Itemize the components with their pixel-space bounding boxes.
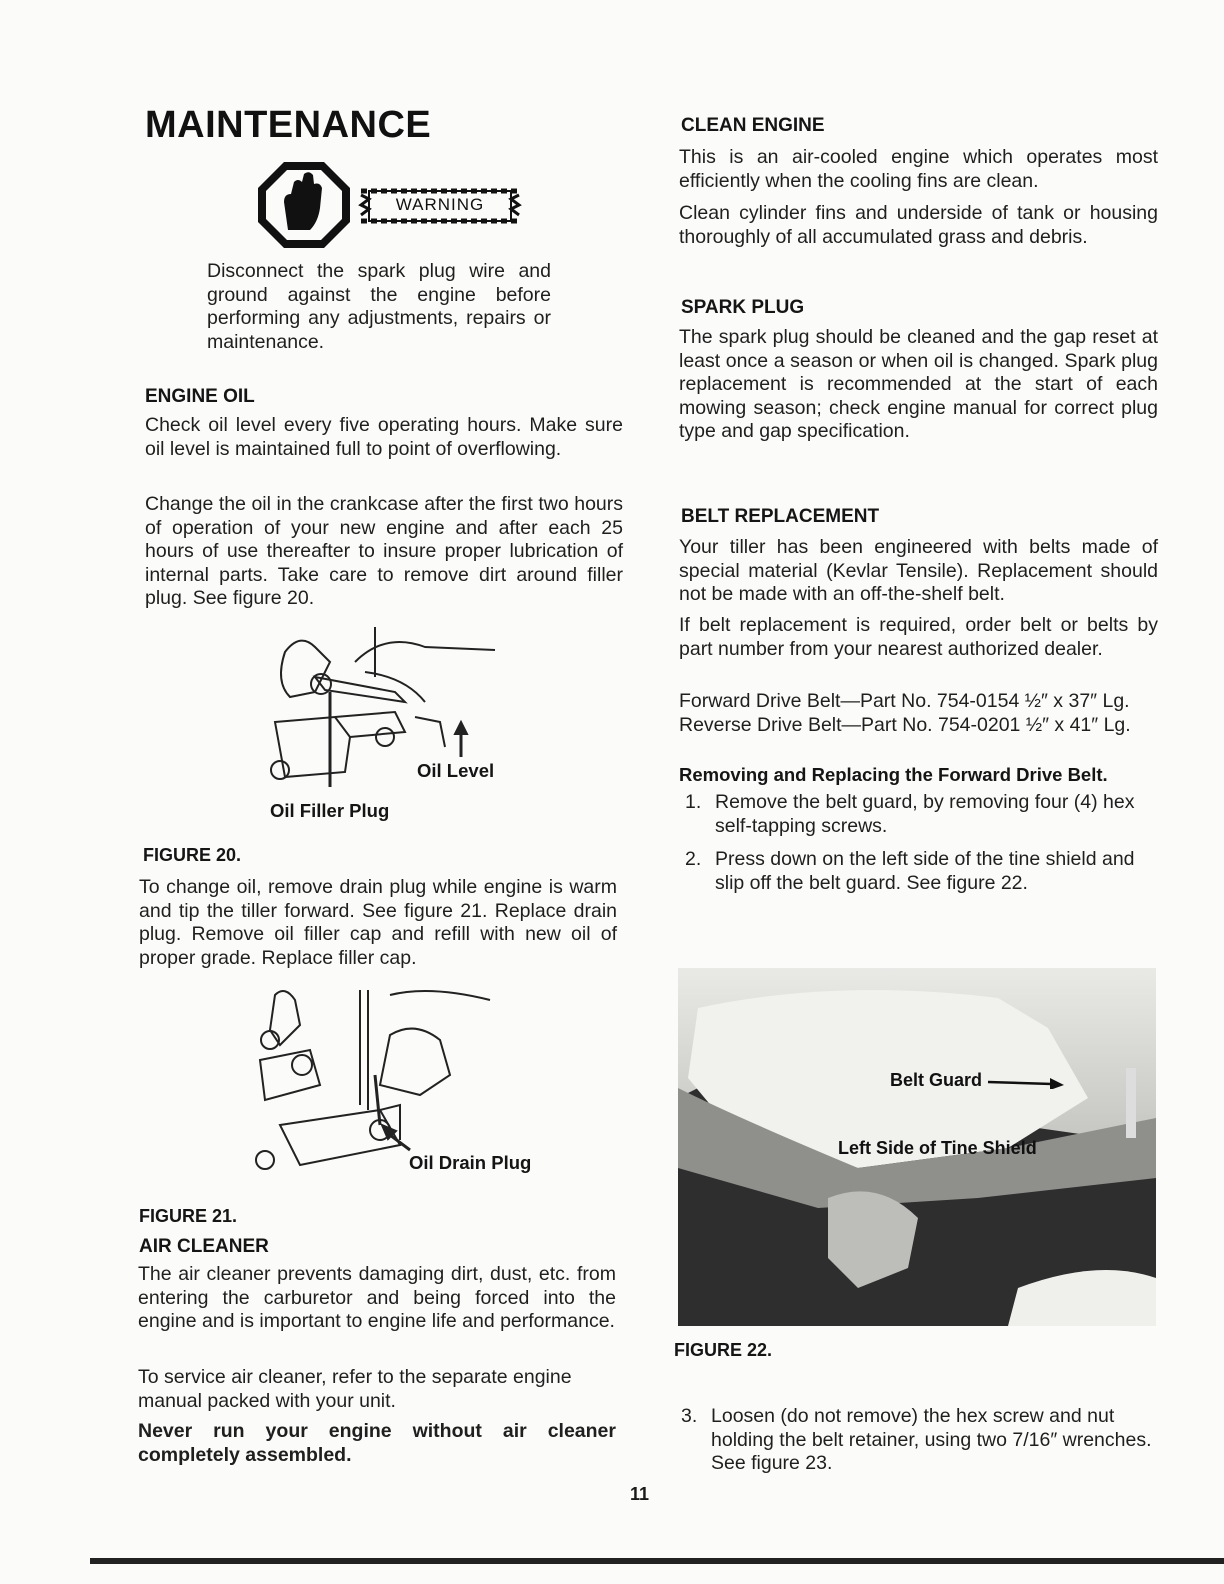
- page-title: MAINTENANCE: [145, 104, 432, 146]
- clean-engine-paragraph-1: This is an air-cooled engine which operates most efficiently when the cooling fins are clean.: [679, 146, 1158, 192]
- page-number: 11: [630, 1484, 650, 1504]
- belt-procedure-subheading: Removing and Replacing the Forward Drive Belt.: [679, 764, 1108, 785]
- spark-plug-paragraph: The spark plug should be cleaned and the gap reset at least once a season or when oil is changed. Spark plug replacement is recommended at the start of each mowing season; check engine manual for correct plug type and gap specification.: [679, 326, 1158, 442]
- figure-20-caption: FIGURE 20.: [143, 845, 242, 865]
- list-item: [679, 791, 1159, 838]
- step-number: 1.: [685, 791, 702, 813]
- step-text: Remove the belt guard, by removing four (4) hex self-tapping screws.: [715, 791, 1135, 837]
- reverse-belt-part: Reverse Drive Belt—Part No. 754-0201 ½″ x 41″ Lg.: [679, 714, 1131, 736]
- figure-21-label-oil-drain-plug: Oil Drain Plug: [409, 1152, 532, 1173]
- list-item: [679, 848, 1159, 895]
- step-text: Press down on the left side of the tine shield and slip off the belt guard. See figure 22.: [715, 848, 1135, 894]
- belt-replacement-heading: BELT REPLACEMENT: [681, 506, 880, 527]
- belt-replacement-paragraph-2: If belt replacement is required, order belt or belts by part number from your nearest authorized dealer.: [679, 614, 1158, 660]
- engine-oil-paragraph-3: To change oil, remove drain plug while engine is warm and tip the tiller forward. See figure 21. Replace drain plug. Remove oil filler cap and refill with new oil of proper grade. Replace filler cap.: [139, 876, 617, 969]
- air-cleaner-heading: AIR CLEANER: [139, 1236, 269, 1257]
- air-cleaner-paragraph-2: To service air cleaner, refer to the separate engine manual packed with your unit.: [138, 1366, 572, 1412]
- belt-steps-list-continued: [675, 1405, 1155, 1486]
- bottom-rule: [90, 1558, 1224, 1564]
- figure-21-caption: FIGURE 21.: [139, 1206, 238, 1226]
- step-number: 2.: [685, 848, 702, 870]
- warning-text: Disconnect the spark plug wire and ground against the engine before performing any adjustments, repairs or maintenance.: [207, 260, 551, 353]
- arrow-right-icon: [986, 1075, 1066, 1089]
- spark-plug-heading: SPARK PLUG: [681, 297, 805, 318]
- figure-22-label-belt-guard: [890, 1070, 1066, 1091]
- list-item: [675, 1405, 1155, 1476]
- figure-22-caption: FIGURE 22.: [674, 1340, 773, 1360]
- engine-oil-paragraph-1: Check oil level every five operating hours. Make sure oil level is maintained full to point of overflowing.: [145, 414, 623, 460]
- clean-engine-heading: CLEAN ENGINE: [681, 115, 825, 136]
- warning-label: WARNING: [395, 195, 485, 214]
- belt-replacement-paragraph-1: Your tiller has been engineered with belts made of special material (Kevlar Tensile). Replacement should not be made with an off-the-shelf belt.: [679, 536, 1158, 605]
- step-text: Loosen (do not remove) the hex screw and nut holding the belt retainer, using two 7/16″ wrenches. See figure 23.: [711, 1405, 1152, 1474]
- figure-20-label-oil-level: Oil Level: [417, 760, 495, 781]
- warning-badge: [357, 185, 523, 227]
- air-cleaner-paragraph-1: The air cleaner prevents damaging dirt, dust, etc. from entering the carburetor and being forced into the engine and is important to engine life and performance.: [138, 1263, 616, 1332]
- engine-oil-paragraph-2: Change the oil in the crankcase after the first two hours of operation of your new engine and after each 25 hours of use thereafter to insure proper lubrication of internal parts. Take care to remove dirt around filler plug. See figure 20.: [145, 493, 623, 609]
- clean-engine-paragraph-2: Clean cylinder fins and underside of tank or housing thoroughly of all accumulated grass and debris.: [679, 202, 1158, 248]
- figure-20-label-oil-filler-plug: Oil Filler Plug: [270, 800, 390, 821]
- belt-steps-list: [679, 791, 1159, 905]
- air-cleaner-warning-note: Never run your engine without air cleaner completely assembled.: [138, 1420, 616, 1466]
- figure-21-illustration: [250, 985, 510, 1175]
- step-number: 3.: [681, 1405, 698, 1427]
- figure-22-label-tine-shield: Left Side of Tine Shield: [838, 1138, 1037, 1158]
- engine-oil-heading: ENGINE OIL: [145, 386, 255, 407]
- stop-hand-icon: [254, 160, 354, 250]
- belt-guard-label: Belt Guard: [890, 1070, 983, 1090]
- forward-belt-part: Forward Drive Belt—Part No. 754-0154 ½″ x 37″ Lg.: [679, 690, 1130, 712]
